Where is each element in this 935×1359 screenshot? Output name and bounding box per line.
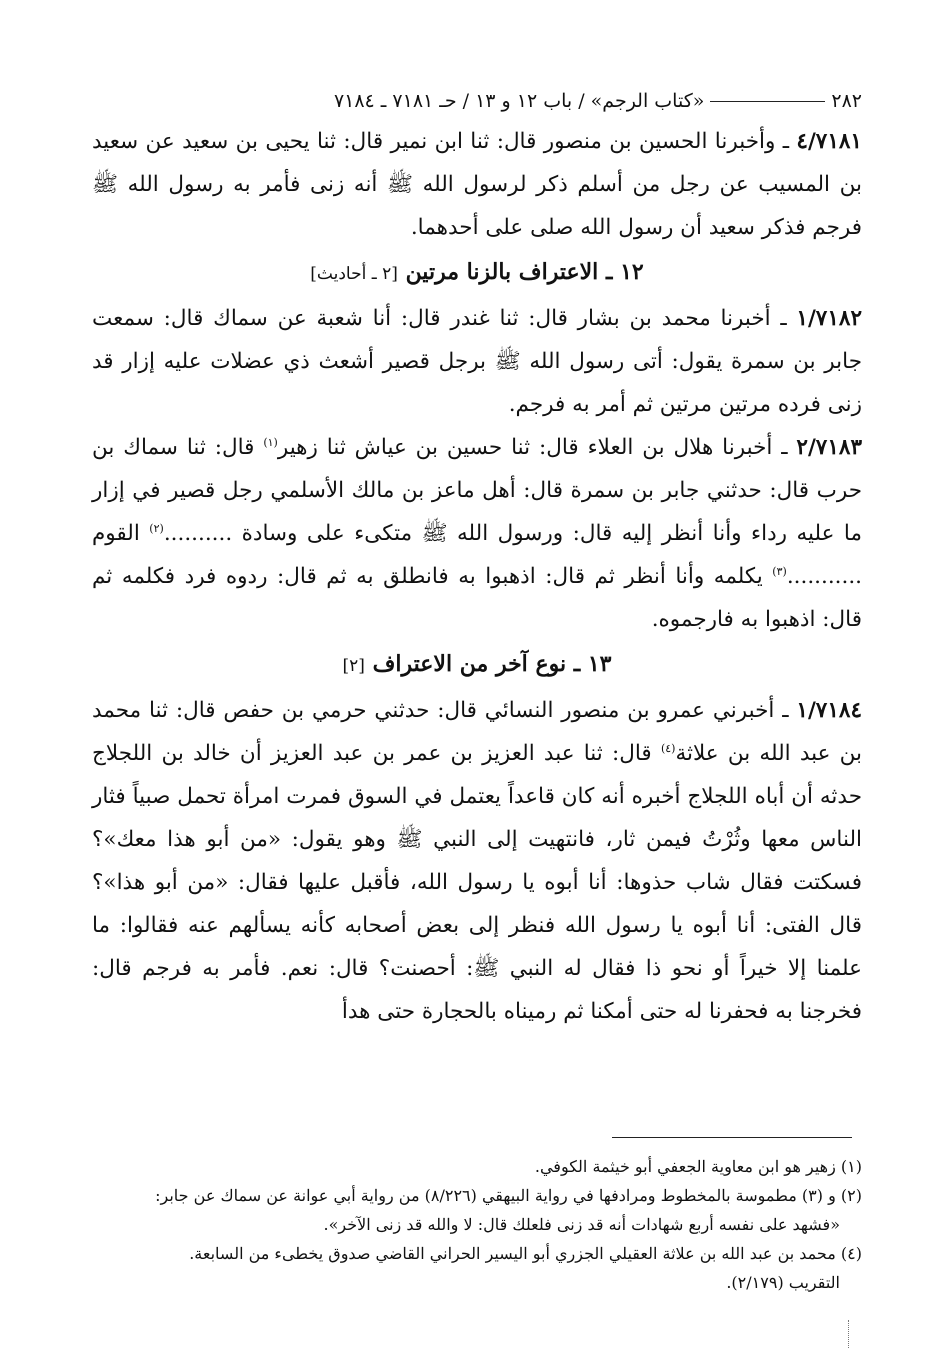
hadith-text: ـ أخبرنا محمد بن بشار قال: ثنا غندر قال: أنا شعبة عن سماك قال: سمعت جابر بن سمرة يقول: أتى رسول الله ﷺ برجل قصير أشعث ذي عضلات عليه إزار قد زنى فرده مرتين مرتين ثم أمر به فرجم. <box>92 306 862 417</box>
footnote-ref[interactable]: (٣) <box>772 564 787 578</box>
hadith-text-part: القوم <box>92 521 140 546</box>
footnotes <box>92 1152 862 1297</box>
chapter-count: [٢] <box>342 656 365 676</box>
footnote-4: (٤) محمد بن عبد الله بن علاثة العقيلي الجزري أبو اليسير الحراني القاضي صدوق يخطىء من السابعة. <box>189 1244 862 1263</box>
chapter-title: ١٣ ـ نوع آخر من الاعتراف <box>372 651 612 677</box>
footnote-ref[interactable]: (٢) <box>149 521 164 535</box>
hadith-7182 <box>92 297 862 426</box>
lacuna-dots: ........... <box>786 564 862 589</box>
hadith-number: ١/٧١٨٤ <box>796 698 862 723</box>
hadith-text-part: ـ أخبرني عمرو بن منصور النسائي قال: حدثني حرمي بن حفص قال: ثنا محمد بن عبد الله بن علاثة <box>92 698 862 766</box>
footnote-4-continuation: التقريب (٢/١٧٩). <box>726 1273 840 1292</box>
footnote-ref[interactable]: (٤) <box>660 741 676 755</box>
hadith-text: ـ وأخبرنا الحسين بن منصور قال: ثنا ابن نمير قال: ثنا يحيى بن سعيد عن سعيد بن المسيب عن رجل من أسلم ذكر لرسول الله ﷺ أنه زنى فأمر به رسول الله ﷺ فرجم فذكر سعيد أن رسول الله صلى على أحدهما. <box>92 129 862 240</box>
main-text <box>92 120 862 1033</box>
page-number: ٢٨٢ <box>831 90 862 112</box>
hadith-text-part: قال: ثنا عبد العزيز بن عمر بن عبد العزيز أن خالد بن اللجلاج حدثه أن أباه اللجلاج أخبره أنه كان قاعداً يعتمل في السوق فمرت امرأة تحمل صبياً فثار الناس معها وثُرْتُ فيمن ثار، فانتهيت إلى النبي ﷺ وهو يقول: «من أبو هذا معك»؟ فسكتت فقال شاب حذوها: أنا أبوه يا رسول الله، فأقبل عليها فقال: «من أبو هذا»؟ قال الفتى: أنا أبوه يا رسول الله فنظر إلى بعض أصحابه كأنه يسألهم عنه فقالوا: ما علمنا إلا خيراً أو نحو ذا فقال له النبي ﷺ: أحصنت؟ قال: نعم. فأمر به فرجم قال: فخرجنا به فحفرنا له حتى أمكنا ثم رميناه بالحجارة حتى هدأ <box>92 741 862 1024</box>
hadith-number: ٢/٧١٨٣ <box>796 435 862 460</box>
hadith-7184 <box>92 689 862 1033</box>
hadith-7181 <box>92 120 862 249</box>
footnote-2-3: (٢) و (٣) مطموسة بالمخطوط ومرادفها في رواية البيهقي (٨/٢٢٦) من رواية أبي عوانة عن سماك عن جابر: <box>155 1186 862 1205</box>
hadith-text-part: يكلمه وأنا أنظر ثم قال: اذهبوا به فانطلق به ثم قال: ردوه فرد فكلمه ثم قال: اذهبوا به فارجموه. <box>92 564 862 632</box>
chapter-heading-12 <box>92 249 862 297</box>
lacuna-dots: .......... <box>163 521 233 546</box>
hadith-number: ٤/٧١٨١ <box>796 129 862 154</box>
hadith-text-part: قال: ثنا سماك بن حرب قال: حدثني جابر بن سمرة قال: أهل ماعز بن مالك الأسلمي رجل قصير في إزار ما عليه رداء وأنا أنظر إليه قال: ورسول الله ﷺ متكىء على وسادة <box>92 435 862 546</box>
footnote-separator <box>612 1137 852 1138</box>
chapter-count: [٢ ـ أحاديث] <box>310 264 398 284</box>
footnote-2-3-continuation: «فشهد على نفسه أربع شهادات أنه قد زنى فلعلك قال: لا والله قد زنى الآخر». <box>323 1215 840 1234</box>
hadith-text-part: ـ أخبرنا هلال بن العلاء قال: ثنا حسين بن عياش ثنا زهير <box>277 435 788 460</box>
running-header <box>92 86 862 116</box>
header-rule <box>710 101 825 102</box>
footnote-1: (١) زهير هو ابن معاوية الجعفي أبو خيثمة الكوفي. <box>534 1157 862 1176</box>
hadith-number: ١/٧١٨٢ <box>796 306 862 331</box>
running-title: «كتاب الرجم» / باب ١٢ و ١٣ / حـ ٧١٨١ ـ ٧١٨٤ <box>333 90 705 112</box>
chapter-title: ١٢ ـ الاعتراف بالزنا مرتين <box>405 259 644 285</box>
hadith-7183 <box>92 426 862 641</box>
chapter-heading-13 <box>92 641 862 689</box>
margin-mark <box>848 1320 851 1348</box>
footnote-ref[interactable]: (١) <box>263 435 278 449</box>
